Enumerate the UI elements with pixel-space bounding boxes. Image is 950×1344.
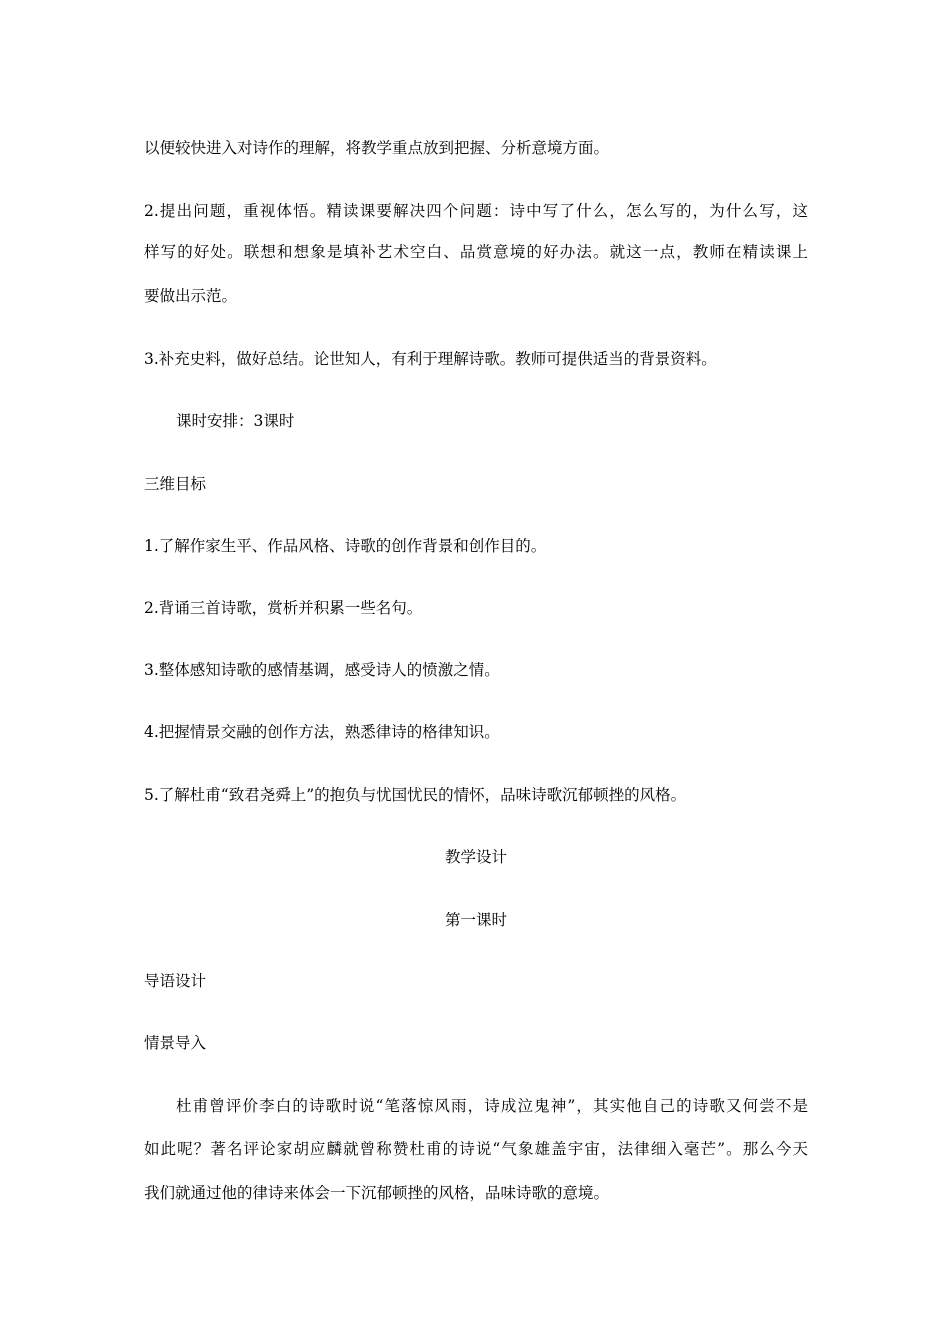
section-heading: 导语设计 <box>144 972 207 990</box>
section-heading: 情景导入 <box>144 1034 207 1052</box>
paragraph-line: 要做出示范。 <box>144 287 238 305</box>
list-item: 2.背诵三首诗歌，赏析并积累一些名句。 <box>144 599 423 617</box>
paragraph-line: 杜甫曾评价李白的诗歌时说“笔落惊风雨，诗成泣鬼神”，其实他自己的诗歌又何尝不是 <box>176 1097 808 1115</box>
paragraph-line: 以便较快进入对诗作的理解，将教学重点放到把握、分析意境方面。 <box>144 139 610 157</box>
list-item: 3.整体感知诗歌的感情基调，感受诗人的愤激之情。 <box>144 661 500 679</box>
paragraph-line: 我们就通过他的律诗来体会一下沉郁顿挫的风格，品味诗歌的意境。 <box>144 1184 610 1202</box>
class-hours-line: 课时安排：3课时 <box>176 412 295 430</box>
lesson-title: 第一课时 <box>444 911 507 929</box>
paragraph-line: 样写的好处。联想和想象是填补艺术空白、品赏意境的好办法。就这一点，教师在精读课上 <box>144 243 808 261</box>
section-heading: 三维目标 <box>144 475 207 493</box>
section-title: 教学设计 <box>444 848 507 866</box>
paragraph-line: 2.提出问题，重视体悟。精读课要解决四个问题：诗中写了什么，怎么写的，为什么写，这 <box>144 202 808 220</box>
paragraph-line: 如此呢？著名评论家胡应麟就曾称赞杜甫的诗说“气象雄盖宇宙，法律细入毫芒”。那么今天 <box>144 1140 808 1158</box>
paragraph-line: 3.补充史料，做好总结。论世知人，有利于理解诗歌。教师可提供适当的背景资料。 <box>144 350 717 368</box>
list-item: 5.了解杜甫“致君尧舜上”的抱负与忧国忧民的情怀，品味诗歌沉郁顿挫的风格。 <box>144 786 687 804</box>
list-item: 4.把握情景交融的创作方法，熟悉律诗的格律知识。 <box>144 723 500 741</box>
list-item: 1.了解作家生平、作品风格、诗歌的创作背景和创作目的。 <box>144 537 547 555</box>
